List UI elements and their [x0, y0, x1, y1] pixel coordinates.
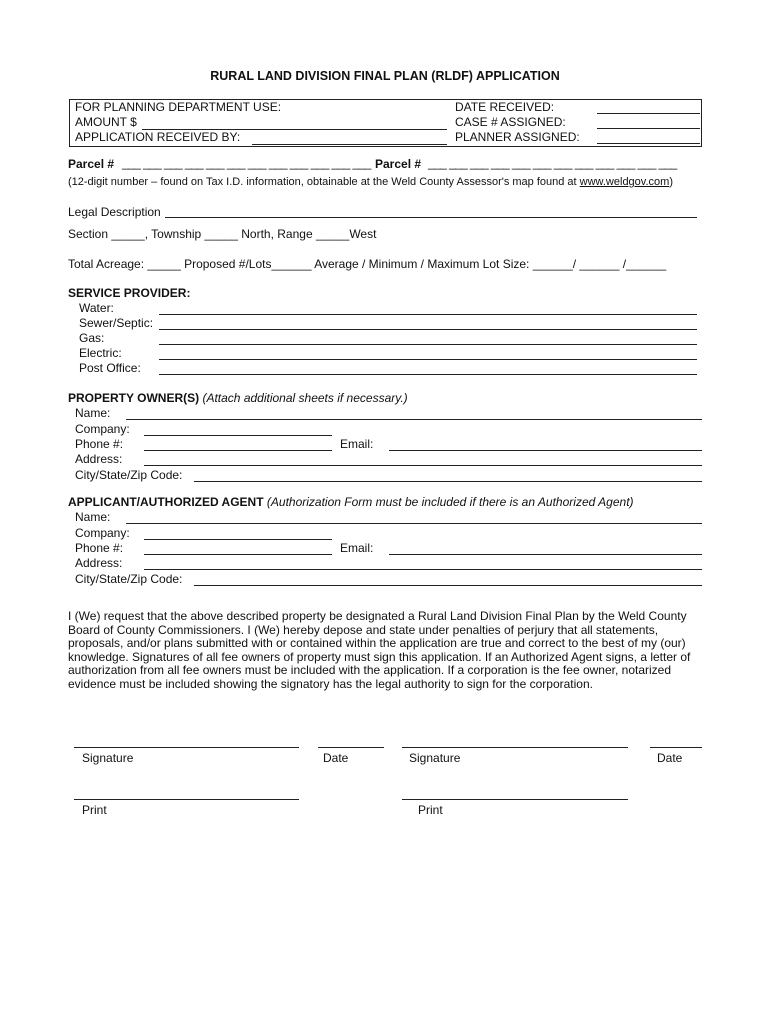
agent-company-label: Company:	[75, 526, 130, 540]
date-received-label: DATE RECEIVED:	[455, 100, 555, 114]
date-label-2: Date	[657, 751, 683, 765]
owner-phone-field[interactable]	[144, 450, 332, 451]
agent-name-label: Name:	[75, 510, 111, 524]
electric-field[interactable]	[159, 359, 697, 360]
owner-name-field[interactable]	[126, 419, 702, 420]
sewer-label: Sewer/Septic:	[79, 316, 154, 330]
amount-label: AMOUNT $	[75, 115, 137, 129]
owner-city-field[interactable]	[194, 481, 702, 482]
owner-address-label: Address:	[75, 452, 123, 466]
received-by-label: APPLICATION RECEIVED BY:	[75, 130, 241, 144]
print-label-2: Print	[418, 803, 443, 817]
print-label-1: Print	[82, 803, 107, 817]
parcel-label: Parcel #	[68, 157, 115, 171]
parcel-note: (12-digit number – found on Tax I.D. information, obtainable at the Weld County Assessor's map found at www.weldgov.com)	[68, 176, 673, 188]
acreage-line[interactable]: Total Acreage: _____ Proposed #/Lots______ Average / Minimum / Maximum Lot Size: ______/ ______ /______	[68, 257, 667, 271]
sewer-field[interactable]	[159, 329, 697, 330]
agent-city-field[interactable]	[194, 585, 702, 586]
date-line-1[interactable]	[318, 747, 384, 748]
agent-name-field[interactable]	[126, 523, 702, 524]
agent-phone-field[interactable]	[144, 554, 332, 555]
signature-line-2[interactable]	[402, 747, 628, 748]
agent-phone-label: Phone #:	[75, 541, 124, 555]
signature-label-1: Signature	[82, 751, 134, 765]
planning-use-label: FOR PLANNING DEPARTMENT USE:	[75, 100, 282, 114]
electric-label: Electric:	[79, 346, 122, 360]
property-owner-heading: PROPERTY OWNER(S) (Attach additional sheets if necessary.)	[68, 391, 408, 405]
legal-description-field[interactable]	[165, 217, 697, 218]
legal-description-label: Legal Description	[68, 205, 161, 219]
agent-address-field[interactable]	[144, 569, 702, 570]
date-line-2[interactable]	[650, 747, 702, 748]
parcel-label-2: Parcel #	[375, 157, 422, 171]
agent-company-field[interactable]	[144, 539, 332, 540]
parcel-field[interactable]: ___ ___ ___ ___ ___ ___ ___ ___ ___ ___ ___ ___	[122, 156, 371, 170]
post-office-field[interactable]	[159, 374, 697, 375]
signature-line-1[interactable]	[74, 747, 299, 748]
service-provider-heading: SERVICE PROVIDER:	[68, 286, 191, 300]
received-by-field[interactable]	[252, 144, 447, 145]
date-label-1: Date	[323, 751, 349, 765]
gas-field[interactable]	[159, 344, 697, 345]
agent-heading: APPLICANT/AUTHORIZED AGENT (Authorization Form must be included if there is an Authorized Agent)	[68, 495, 634, 509]
owner-phone-label: Phone #:	[75, 437, 124, 451]
page-title: RURAL LAND DIVISION FINAL PLAN (RLDF) APPLICATION	[210, 69, 560, 83]
planner-assigned-label: PLANNER ASSIGNED:	[455, 130, 580, 144]
print-line-1[interactable]	[74, 799, 299, 800]
agent-address-label: Address:	[75, 556, 123, 570]
gas-label: Gas:	[79, 331, 105, 345]
case-assigned-label: CASE # ASSIGNED:	[455, 115, 566, 129]
owner-email-field[interactable]	[389, 450, 702, 451]
signature-label-2: Signature	[409, 751, 461, 765]
post-office-label: Post Office:	[79, 361, 141, 375]
owner-name-label: Name:	[75, 406, 111, 420]
owner-email-label: Email:	[340, 437, 374, 451]
owner-company-field[interactable]	[144, 435, 332, 436]
section-township-range-line[interactable]: Section _____, Township _____ North, Range _____West	[68, 227, 377, 241]
date-received-field[interactable]	[597, 113, 700, 114]
owner-company-label: Company:	[75, 422, 130, 436]
agent-email-label: Email:	[340, 541, 374, 555]
certification-statement: I (We) request that the above described property be designated a Rural Land Division Final Plan by the Weld County Board of County Commissioners. I (We) hereby depose and state under penalties of perjury that all statements, proposals, and/or plans submitted with or contained within the application are true and correct to the best of my (our) knowledge. Signatures of all fee owners of property must sign this application. If an Authorized Agent signs, a letter of authorization from all fee owners must be included with the application. If a corporation is the fee owner, notarized evidence must be included showing the signatory has the legal authority to sign for the corporation.	[68, 609, 691, 691]
agent-email-field[interactable]	[389, 554, 702, 555]
water-label: Water:	[79, 301, 114, 315]
case-assigned-field[interactable]	[597, 128, 700, 129]
parcel-field-2[interactable]: ___ ___ ___ ___ ___ ___ ___ ___ ___ ___ ___ ___	[428, 156, 677, 170]
owner-address-field[interactable]	[144, 465, 702, 466]
agent-city-label: City/State/Zip Code:	[75, 572, 183, 586]
planner-assigned-field[interactable]	[597, 143, 700, 144]
print-line-2[interactable]	[402, 799, 628, 800]
water-field[interactable]	[159, 314, 697, 315]
owner-city-label: City/State/Zip Code:	[75, 468, 183, 482]
weldgov-link[interactable]: www.weldgov.com	[579, 176, 670, 188]
